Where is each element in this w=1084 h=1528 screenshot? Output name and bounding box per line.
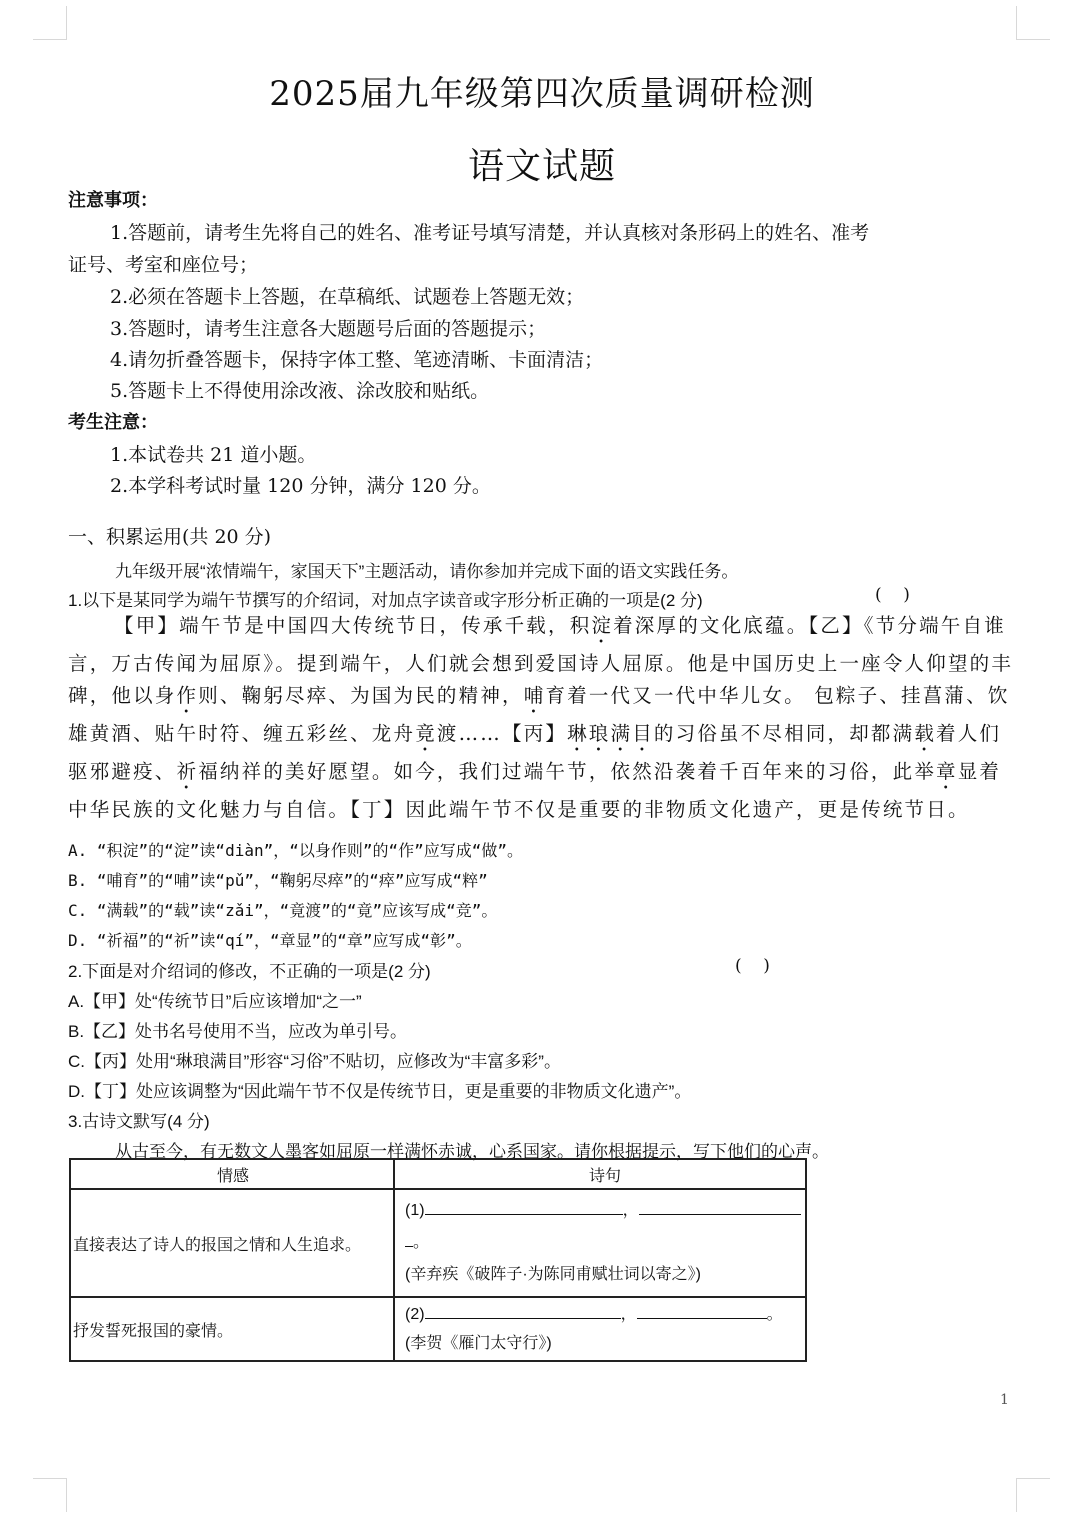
column-header-emotion: 情感 [70, 1159, 394, 1189]
question-1-option-b[interactable]: B. “哺育”的“哺”读“pǔ”，“鞠躬尽瘁”的“瘁”应写成“粹” [68, 871, 488, 890]
section-heading: 一、积累运用(共 20 分) [68, 526, 272, 548]
notice-item: 4.请勿折叠答题卡，保持字体工整、笔迹清晰、卡面清洁； [110, 349, 604, 371]
candidate-notice-heading: 考生注意： [68, 412, 158, 433]
notice-item: 1.答题前，请考生先将自己的姓名、准考证号填写清楚，并认真核对条形码上的姓名、准考 [110, 222, 870, 244]
table-row [70, 1297, 806, 1361]
verse-cell: (2) ， 。 (李贺《雁门太守行》) [394, 1297, 806, 1361]
question-3-stem: 3.古诗文默写(4 分) [68, 1112, 210, 1131]
crop-mark-bottom-right [1016, 1478, 1050, 1512]
emphasized-char: 竟 [415, 722, 437, 745]
notice-heading: 注意事项： [68, 190, 158, 211]
crop-mark-top-right [1016, 6, 1050, 40]
question-1-option-a[interactable]: A. “积淀”的“淀”读“diàn”，“以身作则”的“作”应写成“做”。 [68, 841, 524, 860]
question-1-option-d[interactable]: D. “祈福”的“祈”读“qí”，“章显”的“章”应写成“彰”。 [68, 931, 472, 950]
answer-blank[interactable] [425, 1302, 621, 1319]
notice-item: 证号、考室和座位号； [68, 254, 259, 276]
question-1-stem: 1.以下是某同学为端午节撰写的介绍词，对加点字读音或字形分析正确的一项是(2 分) [68, 591, 703, 610]
emphasized-char: 祈 [176, 760, 199, 783]
crop-mark-top-left [33, 6, 67, 40]
emphasized-char: 载 [914, 722, 937, 745]
answer-blank[interactable] [639, 1198, 801, 1215]
question-1-passage: 【甲】端午节是中国四大传统节日，传承千载，积淀着深厚的文化底蕴。【乙】《节分端午自谁言，万古传闻为屈原》。提到端午，人们就会想到爱国诗人屈原。他是中国历史上一座令人仰望的丰碑，他以身作则、鞠躬尽瘁、为国为民的精神，哺育着一代又一代中华儿女。 包粽子、挂菖蒲、饮雄黄酒、贴午时符、缠五彩丝、龙舟竟渡……【丙】琳琅满目的习俗虽不尽相同，却都满载着人们驱邪避疫、祈福纳祥的美好愿望。如今，我们过端午节，依然沿袭着千百年来的习俗，此举章显着中华民族的文化魅力与自信。【丁】因此端午节不仅是重要的非物质文化遗产，更是传统节日。 [68, 614, 1014, 821]
emphasized-char: 哺 [523, 684, 546, 707]
question-2-option-b[interactable]: B.【乙】处书名号使用不当，应改为单引号。 [68, 1022, 408, 1041]
question-1-option-c[interactable]: C. “满载”的“载”读“zǎi”，“竟渡”的“竟”应该写成“竞”。 [68, 901, 498, 920]
emphasized-char: 淀 [591, 614, 614, 637]
answer-parentheses[interactable]: ( ) [735, 956, 770, 976]
question-2-stem: 2.下面是对介绍词的修改，不正确的一项是(2 分) [68, 962, 431, 981]
table-row [70, 1189, 806, 1297]
column-header-verse: 诗句 [394, 1159, 806, 1189]
candidate-notice-item: 2.本学科考试时量 120 分钟，满分 120 分。 [110, 475, 491, 497]
section-intro: 九年级开展“浓情端午，家国天下”主题活动，请你参加并完成下面的语文实践任务。 [115, 562, 739, 581]
answer-blank[interactable] [637, 1302, 767, 1319]
notice-item: 2.必须在答题卡上答题，在草稿纸、试题卷上答题无效； [110, 286, 585, 308]
question-2-option-d[interactable]: D.【丁】处应该调整为“因此端午节不仅是传统节日，更是重要的非物质文化遗产”。 [68, 1082, 692, 1101]
answer-blank[interactable] [405, 1230, 413, 1247]
crop-mark-bottom-left [33, 1478, 67, 1512]
verse-source: (辛弃疾《破阵子·为陈同甫赋壮词以寄之》) [405, 1266, 701, 1283]
exam-title: 2025届九年级第四次质量调研检测 [269, 74, 815, 114]
verse-cell: (1) ， 。 (辛弃疾《破阵子·为陈同甫赋壮词以寄之》) [394, 1189, 806, 1297]
question-2-option-c[interactable]: C.【丙】处用“琳琅满目”形容“习俗”不贴切，应修改为“丰富多彩”。 [68, 1052, 561, 1071]
candidate-notice-item: 1.本试卷共 21 道小题。 [110, 444, 317, 466]
emphasized-char: 琳琅满目 [567, 722, 654, 745]
notice-item: 3.答题时，请考生注意各大题题号后面的答题提示； [110, 318, 547, 340]
poem-table [69, 1158, 807, 1362]
question-3-intro: 从古至今，有无数文人墨客如屈原一样满怀赤诚，心系国家。请你根据提示，写下他们的心声。 [115, 1142, 829, 1161]
verse-source: (李贺《雁门太守行》) [405, 1335, 552, 1352]
answer-blank[interactable] [425, 1198, 623, 1215]
page-number: 1 [1000, 1392, 1009, 1408]
notice-item: 5.答题卡上不得使用涂改液、涂改胶和贴纸。 [110, 380, 490, 402]
table-header-row [70, 1159, 806, 1189]
question-2-option-a[interactable]: A.【甲】处“传统节日”后应该增加“之一” [68, 992, 362, 1011]
emphasized-char: 作 [176, 684, 199, 707]
emphasized-char: 章 [936, 760, 958, 783]
emotion-cell: 抒发誓死报国的豪情。 [70, 1297, 394, 1361]
exam-subject: 语文试题 [467, 146, 616, 187]
answer-parentheses[interactable]: ( ) [875, 585, 910, 605]
emotion-cell: 直接表达了诗人的报国之情和人生追求。 [70, 1189, 394, 1297]
